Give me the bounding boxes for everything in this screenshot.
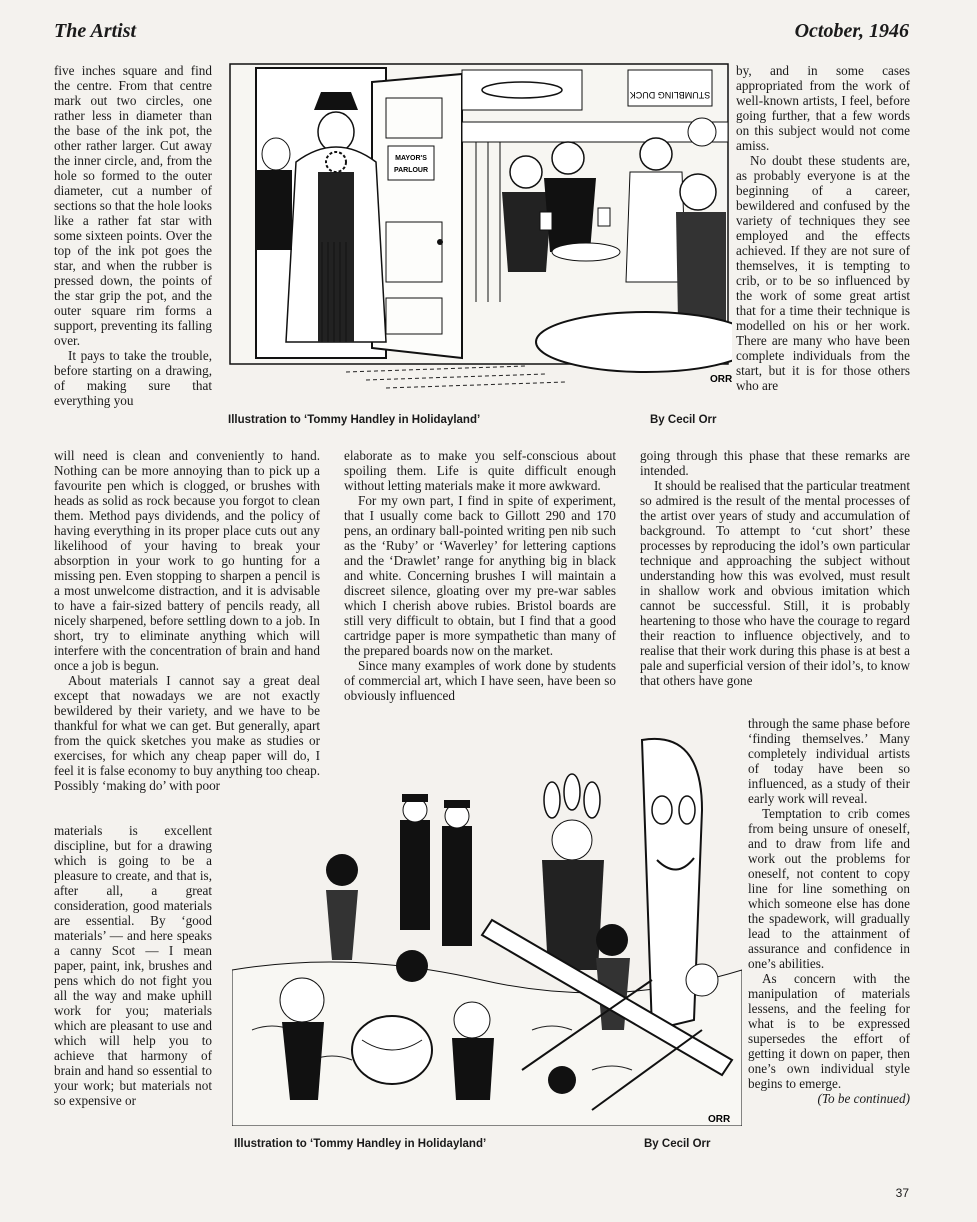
paragraph: As concern with the manipulation of materials lessens, and the feeling for what is to be expressed supersedes the effort of getting it down on paper, then one’s own individual style begins to emerge. [748,971,910,1091]
column-right-mid [640,448,910,688]
caption-top: Illustration to ‘Tommy Handley in Holidayland’ [228,414,481,426]
paragraph: will need is clean and conveniently to hand. Nothing can be more annoying than to pick up a favourite pen which is clogged, or brushes with heads as solid as rock because you forgot to clean them. Method pays dividends, and the policy of having everything in its proper place cuts out any likelihood of your having to break your absorption in your work to go hunting for a missing pen. Even stopping to sharpen a pencil is a most unwelcome distraction, and it is advisable to have a fair-sized battery of pencils ready, all nicely sharpened, before settling down to a job. In short, try to eliminate anything which will interfere with the concentration of brain and hand once a job is begun. [54,448,320,673]
paragraph: through the same phase before ‘finding themselves.’ Many completely individual artists of today have been so influenced, as a study of their early work will reveal. [748,716,910,806]
column-right-top [736,63,910,393]
paragraph: going through this phase that these remarks are intended. [640,448,910,478]
continued-note: (To be continued) [817,1091,910,1106]
artist-signature: ORR [710,374,732,385]
paragraph: Temptation to crib comes from being unsure of oneself, and to draw from life and work out the problems for oneself, not content to copy line for line something on which someone else has done the spadework, will gradually lead to the attainment of assurance and confidence in one’s abilities. [748,806,910,971]
paragraph: elaborate as to make you self-conscious about spoiling them. Life is quite difficult enough without letting materials make it more awkward. [344,448,616,493]
paragraph: No doubt these students are, as probably everyone is at the beginning of a career, bewildered and confused by the variety of techniques they see employed and the effects achieved. If they are not sure of themselves, it is tempting to crib, or to be so influenced by the work of some great artist that for a time their technique is modelled on his or her work. There are many who have been complete individuals from the start, but it is for those others who are [736,153,910,393]
paragraph: by, and in some cases appropriated from the work of well-known artists, I feel, before going further, that a few words on this subject would not come amiss. [736,63,910,153]
paragraph: About materials I cannot say a great deal except that nowadays we are not exactly bewildered by their variety, and we have to be thankful for what we can get. But generally, apart from the quick sketches you make as studies or exercises, for which any cheap paper will do, I feel it is false economy to buy anything too cheap. Possibly ‘making do’ with poor [54,673,320,793]
door-sign-text: PARLOUR [393,167,429,174]
column-right-bottom [748,716,910,1106]
credit-top: By Cecil Orr [650,414,717,426]
page-number: 37 [895,1186,909,1200]
artist-signature: ORR [708,1114,731,1125]
mirror-sign-text: STUMBLING DUCK [629,90,711,100]
paragraph: It pays to take the trouble, before starting on a drawing, of making sure that everything you [54,348,212,408]
credit-bottom: By Cecil Orr [644,1138,711,1150]
paragraph: It should be realised that the particular treatment so admired is the result of the mental processes of the artist over years of study and accumulation of background. To attempt to ‘cut short’ these processes by reproducing the idol’s own particular technique and approaching the subject without understanding how this was evolved, must result in shallow work and obvious imitation which cannot be successful. Still, it is probably heartening to those who have the courage to regard their reaction to influence objectively, and to realise that their work during this phase is at best a pale and superficial version of their idol’s, to know that others have gone [640,478,910,688]
paragraph: For my own part, I find in spite of experiment, that I usually come back to Gillott 290 and 170 pens, an ordinary ball-pointed writing pen nib such as the ‘Ruby’ or ‘Waverley’ for lettering captions and the ‘Drawlet’ range for anything big in black and white. Concerning brushes I will maintain a discreet silence, gloating over my pre-war sables which I cherish above rubies. Bristol boards are still very difficult to obtain, but I find that a good cartridge paper is more sympathetic than many of the prepared boards now on the market. [344,493,616,658]
jungle-scene-drawing [232,730,742,1126]
column-middle [344,448,616,703]
issue-date: October, 1946 [794,20,909,42]
illustration-top [226,62,732,400]
caption-bottom: Illustration to ‘Tommy Handley in Holidayland’ [234,1138,487,1150]
paragraph: Since many examples of work done by students of commercial art, which I have seen, have been so obviously influenced [344,658,616,703]
door-sign-text: MAYOR'S [395,155,427,162]
paragraph: materials is excellent discipline, but for a drawing which is going to be a pleasure to create, and that is, after all, a great consideration, good materials are essential. By ‘good materials’ — and here speaks a canny Scot — I mean paper, paint, ink, brushes and pens which do not fight you all the way and make uphill work for you; materials which are pleasant to use and which will help you to achieve that harmony of brain and hand so essential to your work; but materials not so expensive or [54,823,212,1108]
pub-scene-drawing [226,62,732,400]
column-left-bottom [54,823,212,1108]
illustration-bottom [232,730,742,1126]
magazine-title: The Artist [54,20,137,42]
column-left-top [54,63,212,408]
paragraph: five inches square and find the centre. From that centre mark out two circles, one rather less in diameter than the base of the ink pot, the other rather larger. Cut away the inner circle, and, from the hole so formed to the outer diameter, cut a number of sections so that the hole looks like a rather fat star with some sixteen points. Over the top of the ink pot goes the star, and when the rubber is pressed down, the points of the star grip the pot, and the outer square rim forms a support, preventing its falling over. [54,63,212,348]
